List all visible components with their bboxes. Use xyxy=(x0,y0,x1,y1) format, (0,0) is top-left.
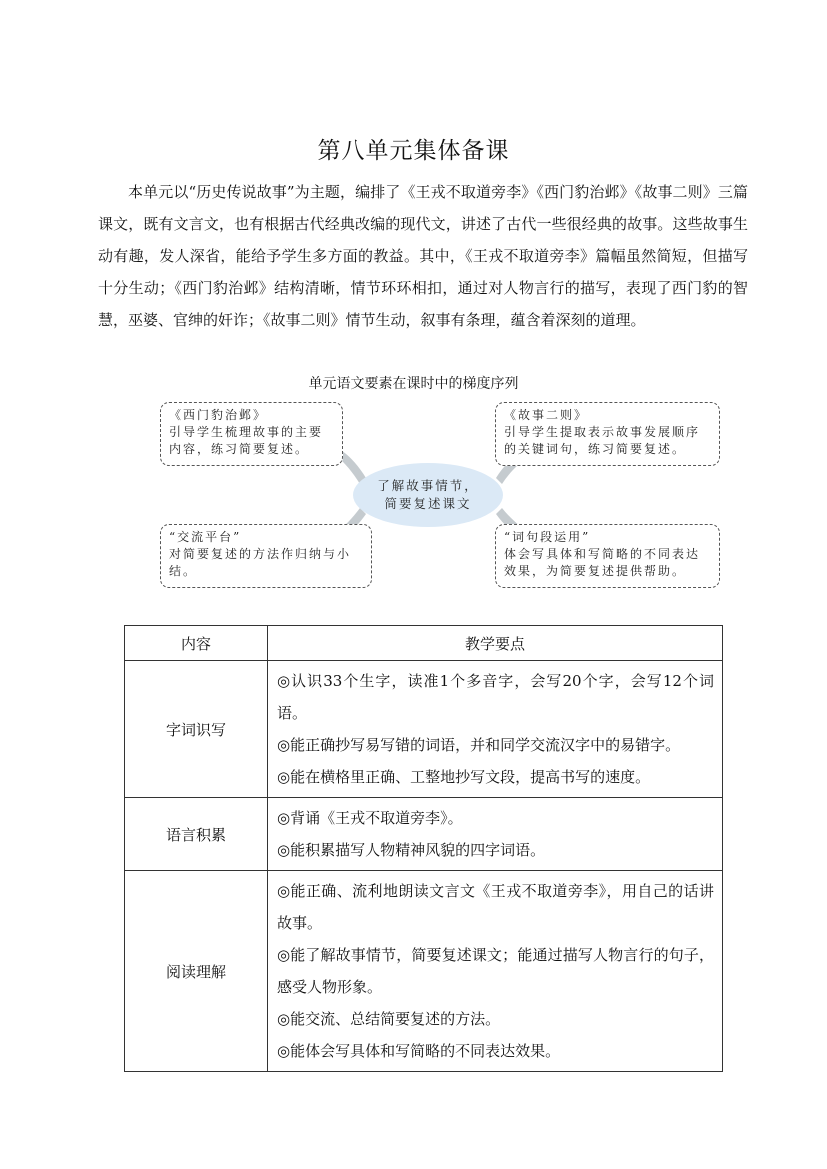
center-line-1: 了解故事情节， xyxy=(377,478,479,493)
table-row xyxy=(125,661,723,798)
table-row xyxy=(125,798,723,871)
row-points xyxy=(268,798,723,871)
row-category: 阅读理解 xyxy=(125,871,268,1072)
mindmap-box-jiaoliu-pingtai xyxy=(160,524,372,588)
point-item: ◎认识33个生字，读准1个多音字，会写20个字，会写12个词语。 xyxy=(277,672,714,722)
point-item: ◎能正确、流利地朗读文言文《王戎不取道旁李》，用自己的话讲故事。 xyxy=(277,882,714,932)
point-item: ◎能体会写具体和写简略的不同表达效果。 xyxy=(277,1042,561,1060)
box-title: “词句段运用” xyxy=(504,530,591,544)
header-teaching-points: 教学要点 xyxy=(268,626,723,661)
mindmap-box-gushi-erze xyxy=(495,402,720,466)
point-item: ◎能了解故事情节，简要复述课文；能通过描写人物言行的句子，感受人物形象。 xyxy=(277,946,714,996)
center-line-2: 简要复述课文 xyxy=(384,496,472,511)
row-points xyxy=(268,661,723,798)
table-header-row xyxy=(125,626,723,661)
box-text: 体会写具体和写简略的不同表达效果，为简要复述提供帮助。 xyxy=(504,547,701,578)
table-row xyxy=(125,871,723,1072)
mindmap xyxy=(160,400,722,590)
page-title: 第八单元集体备课 xyxy=(317,138,510,164)
teaching-points-table xyxy=(124,625,723,1072)
box-text: 引导学生梳理故事的主要内容，练习简要复述。 xyxy=(169,425,324,456)
mindmap-box-ximenbao xyxy=(160,402,343,466)
point-item: ◎能正确抄写易写错的词语，并和同学交流汉字中的易错字。 xyxy=(277,736,681,754)
mindmap-caption: 单元语文要素在课时中的梯度序列 xyxy=(308,376,519,392)
box-text: 引导学生提取表示故事发展顺序的关键词句，练习简要复述。 xyxy=(504,425,701,456)
point-item: ◎能积累描写人物精神风貌的四字词语。 xyxy=(277,841,546,859)
row-category: 语言积累 xyxy=(125,798,268,871)
header-content: 内容 xyxy=(125,626,268,661)
box-title: 《西门豹治邺》 xyxy=(169,408,268,422)
point-item: ◎能交流、总结简要复述的方法。 xyxy=(277,1010,501,1028)
mindmap-center xyxy=(353,463,503,527)
point-item: ◎背诵《王戎不取道旁李》。 xyxy=(277,809,463,827)
row-category: 字词识写 xyxy=(125,661,268,798)
box-title: “交流平台” xyxy=(169,530,242,544)
mindmap-box-ciju-duan xyxy=(495,524,720,588)
box-text: 对简要复述的方法作归纳与小结。 xyxy=(169,547,352,578)
row-points xyxy=(268,871,723,1072)
box-title: 《故事二则》 xyxy=(504,408,589,422)
intro-paragraph: 本单元以“历史传说故事”为主题，编排了《王戎不取道旁李》《西门豹治邺》《故事二则》三篇课文，既有文言文，也有根据古代经典改编的现代文，讲述了古代一些很经典的故事。这些故事生动有趣，发人深省，能给予学生多方面的教益。其中，《王戎不取道旁李》篇幅虽然简短，但描写十分生动；《西门豹治邺》结构清晰，情节环环相扣，通过对人物言行的描写，表现了西门豹的智慧，巫婆、官绅的奸诈；《故事二则》情节生动，叙事有条理，蕴含着深刻的道理。 xyxy=(98,183,748,329)
point-item: ◎能在横格里正确、工整地抄写文段，提高书写的速度。 xyxy=(277,768,651,786)
